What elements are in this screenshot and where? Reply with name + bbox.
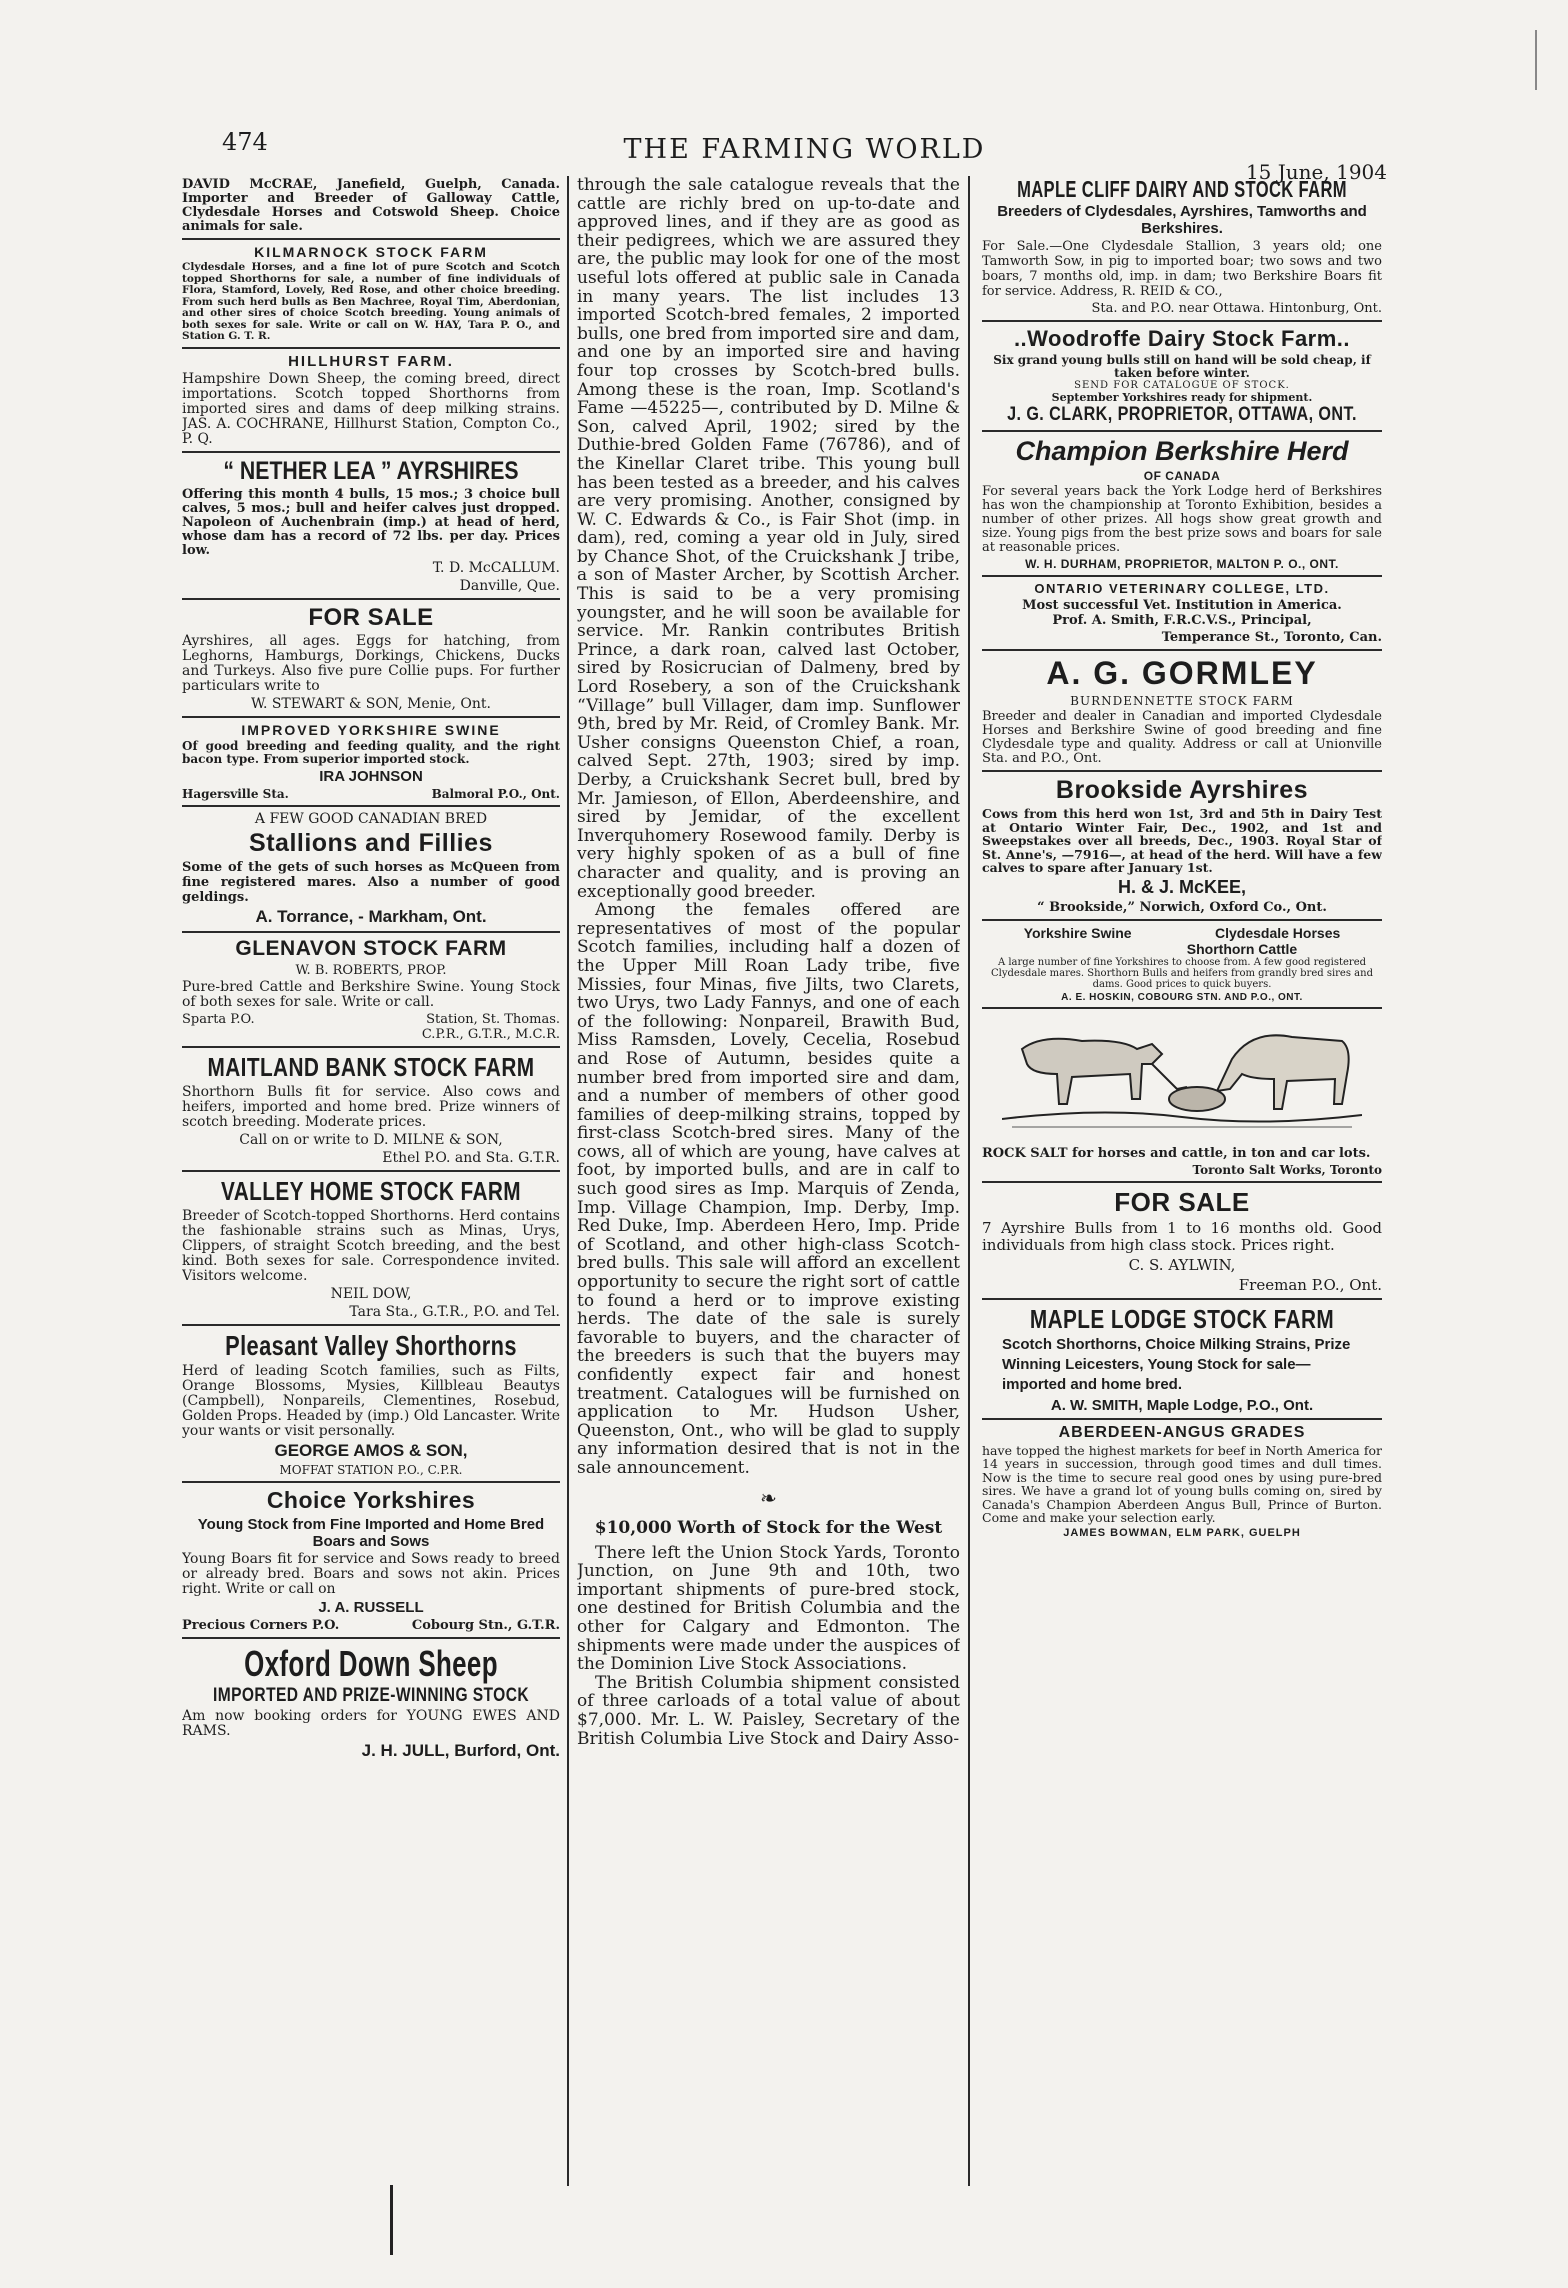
ad-champion-berkshire <box>982 436 1382 571</box>
ad-line: September Yorkshires ready for shipment. <box>1051 391 1313 404</box>
ad-torrance <box>182 811 560 927</box>
ad-signature: T. D. McCALLUM. <box>432 559 560 576</box>
ad-signature: H. & J. McKEE, <box>1117 876 1247 897</box>
ad-title: Oxford Down Sheep <box>244 1642 498 1684</box>
ad-title: FOR SALE <box>308 603 434 631</box>
ad-aberdeen-angus <box>982 1424 1382 1539</box>
ad-signature: JAMES BOWMAN, ELM PARK, GUELPH <box>1063 1526 1301 1539</box>
ad-location: Danville, Que. <box>459 577 560 594</box>
ad-title: VALLEY HOME STOCK FARM <box>220 1175 522 1206</box>
ad-text: Am now booking orders for YOUNG EWES AND RAMS. <box>182 1707 560 1739</box>
ad-title: GLENAVON STOCK FARM <box>235 936 507 960</box>
ad-divider <box>182 1046 560 1048</box>
ad-signature: GEORGE AMOS & SON, <box>274 1440 468 1460</box>
ad-choice-yorkshires <box>182 1487 560 1633</box>
ad-signature: W. H. DURHAM, PROPRIETOR, MALTON P. O., ONT. <box>1025 557 1339 571</box>
ad-text: Clydesdale Horses, and a fine lot of pure Scotch and Scotch topped Shorthorns for sale, a number of fine individuals of Flora, Stamford, Lovely, Red Rose, and other choice breeding. From such herd bulls as Ben Machree, Royal Tim, Aberdonian, and other sires of choice Scotch breeding. Young animals of both sexes for sale. Write or call on W. HAY, Tara P. O., and Station G. T. R. <box>182 261 560 342</box>
ad-text: Of good breeding and feeding quality, and the right bacon type. From superior imported stock. <box>182 738 560 766</box>
ad-signature: A. Torrance, - Markham, Ont. <box>255 906 487 926</box>
ad-mccrae <box>182 178 560 234</box>
ad-glenavon <box>182 937 560 1042</box>
ad-hillhurst <box>182 353 560 447</box>
ad-text: Most successful Vet. Institution in America. <box>1022 598 1342 613</box>
ad-divider <box>982 770 1382 772</box>
ad-location: Tara Sta., G.T.R., P.O. and Tel. <box>349 1303 560 1320</box>
ad-text: Shorthorn Bulls fit for service. Also cows and heifers, imported and home bred. Prize winners of scotch breeding. Moderate prices. <box>182 1083 560 1130</box>
ad-title: IMPROVED YORKSHIRE SWINE <box>241 721 501 738</box>
ad-for-sale-aylwin <box>982 1187 1382 1294</box>
ad-line: SEND FOR CATALOGUE OF STOCK. <box>1074 380 1290 391</box>
scan-mark <box>1535 30 1537 90</box>
ad-station <box>422 1012 560 1042</box>
ad-for-sale-stewart <box>182 604 560 712</box>
ad-post-office: Sparta P.O. <box>182 1011 255 1027</box>
ad-title: MAPLE CLIFF DAIRY AND STOCK FARM <box>1017 176 1347 202</box>
article-paragraph: The British Columbia shipment consisted of three carloads of a total value of about $7,000. Mr. L. W. Paisley, Secretary of the British Columbia Live Stock and Dairy Asso- <box>577 1672 960 1749</box>
ad-title: Choice Yorkshires <box>266 1486 476 1513</box>
column-rule-left <box>567 176 569 2186</box>
ad-divider <box>182 451 560 453</box>
ad-text: Cows from this herd won 1st, 3rd and 5th in Dairy Test at Ontario Winter Fair, Dec., 1902, and 1st and Sweepstakes over all breeds, Dec., 1903. Royal Star of St. Anne's, —7916—, at head of the herd. Will have a few calves to spare after January 1st. <box>982 806 1382 875</box>
ad-station-name: Station, St. Thomas. <box>426 1011 560 1027</box>
ad-signature: A. W. SMITH, Maple Lodge, P.O., Ont. <box>1050 1396 1314 1414</box>
ad-maple-cliff <box>982 176 1382 316</box>
ad-title: Brookside Ayrshires <box>1055 776 1309 804</box>
ad-divider <box>182 1481 560 1483</box>
ad-text: Pure-bred Cattle and Berkshire Swine. Young Stock of both sexes for sale. Write or call. <box>182 978 560 1010</box>
ad-title: KILMARNOCK STOCK FARM <box>254 244 488 260</box>
ad-divider <box>982 1007 1382 1009</box>
ad-subtitle: OF CANADA <box>1143 469 1221 483</box>
ad-signature: A. E. HOSKIN, COBOURG STN. AND P.O., ONT. <box>1061 991 1303 1003</box>
ad-divider <box>182 931 560 933</box>
ad-maitland-bank <box>182 1052 560 1166</box>
ad-brookside <box>982 776 1382 915</box>
ad-text: Six grand young bulls still on hand will be sold cheap, if taken before winter. <box>993 353 1371 380</box>
ad-title: Stallions and Fillies <box>249 828 493 857</box>
ad-signature: Toronto Salt Works, Toronto <box>1192 1162 1382 1177</box>
ad-improved-yorkshire <box>182 722 560 801</box>
ad-railways: C.P.R., G.T.R., M.C.R. <box>421 1026 560 1042</box>
ad-signature: NEIL DOW, <box>330 1285 412 1302</box>
scan-mark <box>390 2185 393 2255</box>
ad-text: Breeder and dealer in Canadian and imported Clydesdale Horses and Berkshire Swine of good breeding and fine Clydesdale type and quality. Address or call at Unionville Sta. and P.O., Ont. <box>982 709 1382 766</box>
ad-divider <box>182 347 560 349</box>
ad-divider <box>982 320 1382 322</box>
ad-location: Sta. and P.O. near Ottawa. Hintonburg, Ont. <box>1091 301 1382 316</box>
ad-title: ABERDEEN-ANGUS GRADES <box>1058 1423 1306 1441</box>
ad-signature: Call on or write to D. MILNE & SON, <box>239 1131 503 1148</box>
ad-signature: J. G. CLARK, PROPRIETOR, OTTAWA, ONT. <box>1007 404 1357 425</box>
ad-subtitle: BURNDENNETTE STOCK FARM <box>1070 694 1294 708</box>
left-ad-column <box>182 176 560 2186</box>
ad-pleasant-valley <box>182 1330 560 1477</box>
ad-text: Ayrshires, all ages. Eggs for hatching, from Leghorns, Hamburgs, Dorkings, Chickens, Ducks and Turkeys. Also five pure Collie pups. For further particulars write to <box>182 632 560 694</box>
ad-location: MOFFAT STATION P.O., C.P.R. <box>279 1462 463 1477</box>
ad-station: Hagersville Sta. <box>182 786 289 801</box>
ad-subtitle: W. B. ROBERTS, PROP. <box>295 962 447 978</box>
article-column <box>577 176 960 2206</box>
ad-hoskin <box>982 925 1382 1003</box>
ad-station: Cobourg Stn., G.T.R. <box>411 1617 560 1633</box>
ad-title: Pleasant Valley Shorthorns <box>225 1329 517 1361</box>
ad-title: “ NETHER LEA ” AYRSHIRES <box>223 456 519 485</box>
ad-text: A large number of fine Yorkshires to choose from. A few good registered Clydesdale mares. Shorthorn Bulls and heifers from grandly bred sires and dams. Good prices to quick buyers. <box>991 956 1373 990</box>
ad-location-row <box>182 1012 560 1042</box>
ad-divider <box>982 919 1382 921</box>
ad-signature: Prof. A. Smith, F.R.C.V.S., Principal, <box>1052 613 1312 628</box>
article-paragraph: Among the females offered are representatives of most of the popular Scotch families, including half a dozen of the Upper Mill Roan Lady tribe, five Missies, four Minas, five Jilts, two Clarets, two Urys, two Lady Fannys, and one of each of the following: Nonpareil, Brawith Bud, Miss Ramsden, Lovely, Cecelia, Rosebud and Rose of Autumn, besides quite a number bred from imported sire and dam, and a number of members of other good families of deep-milking strains, topped by first-class Scotch-bred sires. Many of the cows, all of which are young, have calves at foot, by imported bulls, and are in calf to such good sires as Imp. Marquis of Zenda, Imp. Village Champion, Imp. Derby, Imp. Red Duke, Imp. Aberdeen Hero, Imp. Pride of Scotland, and other high-class Scotch-bred bulls. This sale will afford an excellent opportunity to secure the right sort of cattle to found a herd or to improve existing herds. The date of the sale is surely favorable to buyers, and the character of the breeders is such that the buyers may confidently expect fair and honest treatment. Catalogues will be furnished on application to Mr. Hudson Usher, Queenston, Ont., who will be glad to supply any information desired that is not in the sale announcement. <box>577 900 960 1478</box>
ad-divider <box>982 649 1382 651</box>
ad-subtitle: Young Stock from Fine Imported and Home Bred Boars and Sows <box>197 1515 545 1550</box>
ad-post-office: Balmoral P.O., Ont. <box>431 786 560 801</box>
ad-rock-salt <box>982 1013 1382 1177</box>
ad-divider <box>182 238 560 240</box>
ad-title: A. G. GORMLEY <box>1046 655 1318 691</box>
ad-signature: J. H. JULL, Burford, Ont. <box>361 1740 560 1760</box>
ad-gormley <box>982 655 1382 766</box>
ad-title-swine: Yorkshire Swine <box>1023 924 1132 941</box>
ad-title: HILLHURST FARM. <box>288 352 454 370</box>
ad-text: ROCK SALT for horses and cattle, in ton and car lots. <box>982 1145 1371 1161</box>
ad-divider <box>182 1170 560 1172</box>
ad-divider <box>182 598 560 600</box>
ad-title-horses: Clydesdale Horses <box>1214 924 1341 941</box>
ad-text: Some of the gets of such horses as McQueen from fine registered mares. Also a number of good geldings. <box>182 859 560 905</box>
ad-divider <box>182 1637 560 1639</box>
ad-signature: W. STEWART & SON, Menie, Ont. <box>251 695 491 712</box>
article-paragraph: through the sale catalogue reveals that the cattle are richly bred on up-to-date and approved lines, and if they are as good as their pedigrees, which we are assured they are, the public may look for one of the most useful lots offered at public sale in Canada in many years. The list includes 13 imported Scotch-bred females, 2 imported bulls, one bred from imported sire and dam, and one by an imported sire and having four top crosses by Scotch-bred bulls. Among these is the roan, Imp. Scotland's Fame —45225—, contributed by D. Milne & Son, calved April, 1902; sired by the Duthie-bred Golden Fame (76786), and of the Kinellar Claret tribe. This young bull has been tested as a breeder, and his calves are very promising. Another, consigned by W. C. Edwards & Co., is Fair Shot (imp. in dam), red, coming a year old in July, sired by Chance Shot, of the Cruickshank J tribe, a son of Master Archer, by Scottish Archer. This is said to be a very promising youngster, and he will soon be available for service. Mr. Rankin contributes British Prince, a dark roan, calved last October, sired by Rosicrucian of Dalmeny, bred by Lord Rosebery, a son of the Cruickshank “Village” bull Villager, dam imp. Sunflower 9th, bred by Mr. Reid, of Cromley Bank. Mr. Usher consigns Queenston Chief, a roan, calved Sept. 27th, 1903; sired by imp. Derby, a Cruickshank Secret bull, bred by Mr. Jamieson, of Ellon, Aberdeenshire, and sired by Jemidar, of the excellent Inverquhomery Rosewood family. Derby is very highly spoken of as a bull of fine character and quality, and is proving an exceptionally good breeder. <box>577 176 960 902</box>
ad-text: Hampshire Down Sheep, the coming breed, direct importations. Scotch topped Shorthorns from imported sires and dams of deep milking strains. JAS. A. COCHRANE, Hillhurst Station, Compton Co., P. Q. <box>182 370 560 447</box>
ad-signature: IRA JOHNSON <box>319 767 423 785</box>
ad-divider <box>182 716 560 718</box>
ad-woodroffe <box>982 326 1382 426</box>
ad-pretitle: A FEW GOOD CANADIAN BRED <box>254 810 488 827</box>
ad-signature: J. A. RUSSELL <box>318 1598 424 1616</box>
ad-text: Herd of leading Scotch families, such as Filts, Orange Blossoms, Mysies, Killbleau Beautys (Campbell), Nonpareils, Clementines, Rosebud, Golden Props. Headed by (imp.) Old Lancaster. Write your wants or visit personally. <box>182 1362 560 1439</box>
ad-text: 7 Ayrshire Bulls from 1 to 16 months old. Good individuals from high class stock. Prices right. <box>982 1218 1382 1254</box>
ad-location: Ethel P.O. and Sta. G.T.R. <box>382 1149 560 1166</box>
ad-location-row <box>182 1618 560 1633</box>
ad-text: For several years back the York Lodge herd of Berkshires has won the championship at Toronto Exhibition, besides a number of other prizes. All hogs show great growth and size. Young pigs from the best prize sows and boars for sale at reasonable prices. <box>982 484 1382 555</box>
ad-subtitle: Breeders of Clydesdales, Ayrshires, Tamworths and Berkshires. <box>997 203 1367 237</box>
ad-divider <box>982 430 1382 432</box>
ad-title: Champion Berkshire Herd <box>1015 436 1349 466</box>
article-paragraph: There left the Union Stock Yards, Toronto Junction, on June 9th and 10th, two important shipments of pure-bred stock, one destined for British Columbia and the other for Calgary and Edmonton. The shipments were made under the auspices of the Dominion Live Stock Associations. <box>577 1542 960 1675</box>
ad-text: Breeder of Scotch-topped Shorthorns. Herd contains the fashionable strains such as Minas, Urys, Clippers, of straight Scotch breeding, and the best kind. Both sexes for sale. Correspondence invited. Visitors welcome. <box>182 1207 560 1284</box>
ad-divider <box>182 1324 560 1326</box>
ad-divider <box>982 1181 1382 1183</box>
ad-divider <box>982 575 1382 577</box>
ad-divider <box>982 1298 1382 1300</box>
ad-post-office: Precious Corners P.O. <box>182 1617 340 1633</box>
ad-text: For Sale.—One Clydesdale Stallion, 3 years old; one Tamworth Sow, in pig to imported boar; two sows and two boars, 7 months old, imp. in dam; two Berkshire Boars fit for service. Address, R. REID & CO., <box>982 239 1382 299</box>
ad-oxford-down <box>182 1643 560 1761</box>
ad-title: ONTARIO VETERINARY COLLEGE, LTD. <box>1034 581 1330 596</box>
ad-location: “ Brookside,” Norwich, Oxford Co., Ont. <box>1037 899 1327 915</box>
ad-location-row <box>182 787 560 801</box>
ad-divider <box>982 1418 1382 1420</box>
ad-text: have topped the highest markets for beef in North America for 14 years in succession, through good times and dull times. Now is the time to secure real good ones by using pure-bred sires. We have a grand lot of young bulls coming on, sired by Canada's Champion Aberdeen Angus Bull, Prince of Burton. Come and make your selection early. <box>982 1442 1382 1525</box>
ad-title: MAPLE LODGE STOCK FARM <box>1029 1303 1335 1334</box>
issue-date: 15 June, 1904 <box>1245 160 1387 184</box>
ad-location: Temperance St., Toronto, Can. <box>1161 630 1382 645</box>
column-rule-right <box>968 176 970 2186</box>
ad-text: Offering this month 4 bulls, 15 mos.; 3 choice bull calves, 5 mos.; bull and heifer calves just dropped. Napoleon of Auchenbrain (imp.) at head of herd, whose dam has a record of 72 lbs. per day. Prices low. <box>182 486 560 558</box>
ad-divider <box>182 805 560 807</box>
ad-title-row <box>982 925 1382 941</box>
ad-title: FOR SALE <box>1114 1186 1250 1217</box>
ad-text: DAVID McCRAE, Janefield, Guelph, Canada. Importer and Breeder of Galloway Cattle, Clydesdale Horses and Cotswold Sheep. Choice animals for sale. <box>182 177 560 234</box>
article-heading: $10,000 Worth of Stock for the West <box>594 1517 943 1538</box>
ad-title: MAITLAND BANK STOCK FARM <box>207 1051 535 1082</box>
ornament-icon: ❧ <box>760 1485 777 1510</box>
ad-ontario-veterinary <box>982 581 1382 645</box>
cattle-and-horse-illustration <box>1002 1019 1362 1134</box>
ad-maple-lodge <box>982 1304 1382 1414</box>
ad-location: Freeman P.O., Ont. <box>1238 1275 1382 1294</box>
ad-text: Scotch Shorthorns, Choice Milking Strains, Prize Winning Leicesters, Young Stock for sale—imported and home bred. <box>1002 1335 1351 1393</box>
ad-kilmarnock <box>182 244 560 343</box>
page-number: 474 <box>222 128 268 156</box>
ad-title-cattle: Shorthorn Cattle <box>1186 940 1298 957</box>
right-ad-column <box>982 176 1382 2206</box>
ad-valley-home <box>182 1176 560 1320</box>
ad-title: ..Woodroffe Dairy Stock Farm.. <box>1013 326 1351 351</box>
page-header <box>222 128 1387 184</box>
ad-nether-lea <box>182 457 560 594</box>
ad-signature: C. S. AYLWIN, <box>1128 1255 1236 1274</box>
page-title: THE FARMING WORLD <box>623 134 986 165</box>
ad-text: Young Boars fit for service and Sows ready to breed or already bred. Boars and sows not akin. Prices right. Write or call on <box>182 1550 560 1597</box>
ad-subtitle: IMPORTED AND PRIZE-WINNING STOCK <box>212 1684 530 1706</box>
